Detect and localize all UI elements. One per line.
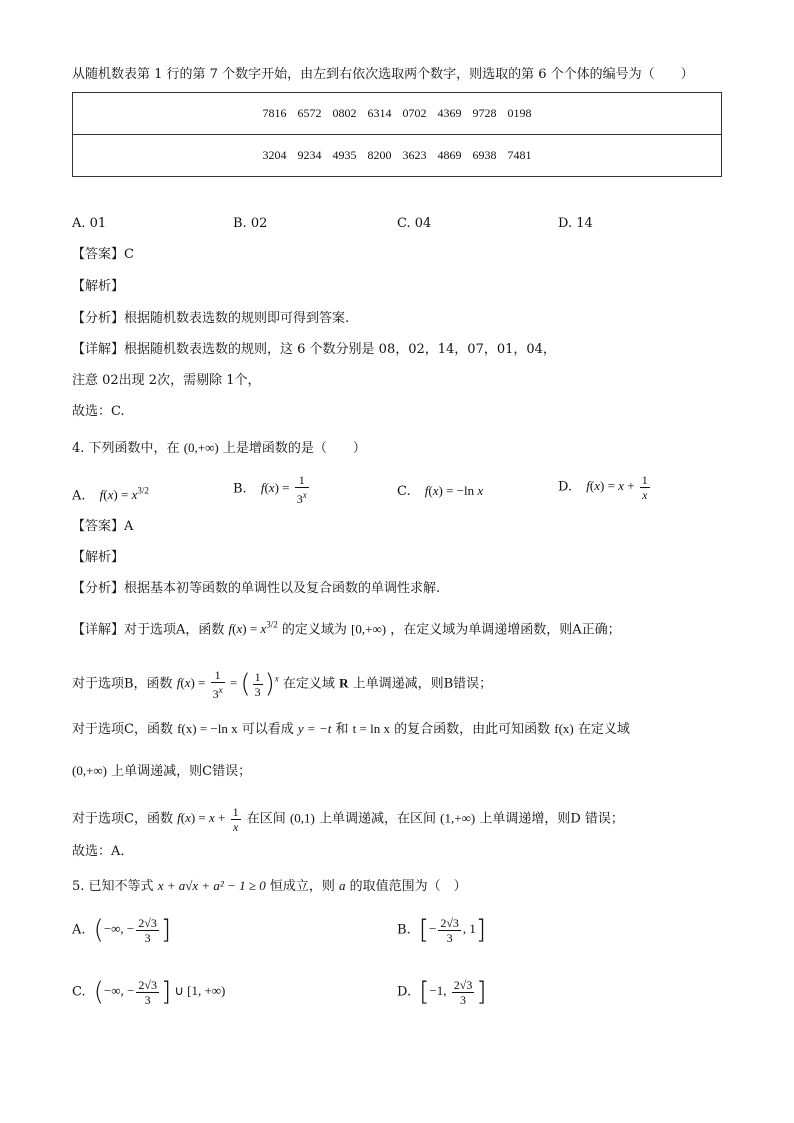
inline-formula: (1,+∞) <box>440 810 476 826</box>
option-label: A. <box>72 922 86 938</box>
inline-formula: a <box>339 878 346 893</box>
q5-option-d <box>397 978 486 1007</box>
q4-option-d-formula: f(x) = x + $\frac{1}{x}$ <box>586 473 648 502</box>
inline-formula: x + a√x + a² − 1 ≥ 0 <box>157 878 266 893</box>
text: 【详解】对于选项A，函数 <box>72 622 225 638</box>
inline-formula: f(x) = x + $\frac{1}{x}$ <box>177 805 239 834</box>
text: 的取值范围为（ ） <box>349 879 467 894</box>
q4-option-c-formula: f(x) = −ln x <box>424 483 484 498</box>
q4-detail-c-cont <box>72 762 251 781</box>
q4-stem <box>72 439 366 458</box>
q4-option-a-formula: $f(x) = x^{3/2}$ <box>99 486 149 503</box>
option-label: B. <box>397 922 411 938</box>
q3-option-c: C. 04 <box>397 216 432 231</box>
text: 在区间 <box>246 811 286 827</box>
text: 上单调递减，则B错误； <box>352 676 493 692</box>
inline-formula: f(x) <box>554 721 574 736</box>
inline-formula: [0,+∞) <box>351 621 387 637</box>
text: ，在定义域为单调递增函数，则A正确； <box>390 622 621 638</box>
q4-answer: 【答案】A <box>72 519 134 534</box>
q5-option-d-formula: [−1, $\frac{2√3}{3}$ ] <box>419 977 487 1008</box>
inline-formula: t = ln x <box>352 721 390 736</box>
q3-detail: 【详解】根据随机数表选数的规则，这 6 个数分别是 08，02，14，07，01，04， <box>72 342 556 357</box>
text: 上单调递增，则D 错误； <box>479 811 624 827</box>
option-label: D. <box>558 479 573 495</box>
q5-option-a <box>72 916 171 945</box>
inline-formula: $f(x) = x^{3/2}$ <box>228 620 278 637</box>
inline-formula: (0,1) <box>289 810 315 826</box>
q4-conclusion: 故选：A． <box>72 844 134 859</box>
q5-option-b <box>397 916 486 945</box>
q5-option-c-formula: (−∞, − $\frac{2√3}{3}$ ] ∪ [1, +∞) <box>93 977 226 1008</box>
q4-detail-b <box>72 668 492 701</box>
text: 上单调递减，在区间 <box>319 811 437 827</box>
text: 上单调递减，则C错误； <box>111 764 252 779</box>
q3-answer: 【答案】C <box>72 247 134 262</box>
q3-option-b: B. 02 <box>233 216 268 231</box>
q3-stem: 从随机数表第 1 行的第 7 个数字开始，由左到右依次选取两个数字，则选取的第 6 个个体的编号为（ ） <box>72 67 694 82</box>
q4-detail-c <box>72 720 630 739</box>
q5-option-c <box>72 978 225 1007</box>
text: 和 <box>335 722 349 737</box>
table-row <box>73 135 722 177</box>
inline-formula: y = −t <box>297 721 332 736</box>
q4-detail-d <box>72 805 624 834</box>
q4-option-b-formula: f(x) = $\frac{1}{3^x}$ <box>260 473 307 506</box>
text: 可以看成 <box>241 722 294 737</box>
q4-option-b <box>233 473 311 506</box>
inline-formula: f(x) = −ln x <box>177 721 238 736</box>
text: 在定义域 <box>282 676 335 692</box>
q3-conclusion: 故选：C. <box>72 404 125 419</box>
q4-stem-text-2: 上是增函数的是（ ） <box>222 441 366 456</box>
random-number-table <box>72 92 722 177</box>
q4-stem-text: 4. 下列函数中，在 <box>72 441 180 456</box>
option-label: D. <box>397 984 412 1000</box>
q4-interval: (0,+∞) <box>183 440 219 455</box>
text: 对于选项C，函数 <box>72 811 173 827</box>
q4-option-d <box>558 473 652 502</box>
table-row <box>73 93 722 135</box>
q3-option-a: A. 01 <box>72 216 107 231</box>
q5-option-a-formula: (−∞, − $\frac{2√3}{3}$ ] <box>93 915 172 946</box>
text: 的定义域为 <box>281 622 347 638</box>
inline-formula: f(x) = $\frac{1}{3^x}$ = ( $\frac{1}{3}$ )$^x$ <box>176 668 279 701</box>
q3-analysis: 【分析】根据随机数表选数的规则即可得到答案. <box>72 311 350 326</box>
q4-analysis-head: 【解析】 <box>72 550 125 565</box>
q4-detail-a <box>72 616 621 639</box>
text: 5. 已知不等式 <box>72 879 154 894</box>
q3-note: 注意 02出现 2次，需剔除 1个， <box>72 373 261 388</box>
option-label: B. <box>233 481 247 497</box>
q5-stem <box>72 877 467 896</box>
text: 在定义域 <box>577 722 630 737</box>
q5-option-b-formula: [− $\frac{2√3}{3}$ , 1] <box>418 915 487 946</box>
option-label: A. <box>72 488 86 504</box>
inline-formula: R <box>339 675 349 691</box>
option-label: C. <box>72 984 86 1000</box>
q4-option-a <box>72 482 149 505</box>
inline-formula: (0,+∞) <box>72 763 108 778</box>
q3-option-d: D. 14 <box>558 216 593 231</box>
text: 对于选项B，函数 <box>72 676 173 692</box>
text: 对于选项C，函数 <box>72 722 173 737</box>
table-cell: 3204 9234 4935 8200 3623 4869 6938 7481 <box>73 135 722 177</box>
option-label: C. <box>397 484 411 499</box>
q3-analysis-head: 【解析】 <box>72 279 125 294</box>
text: 的复合函数，由此可知函数 <box>394 722 551 737</box>
q4-option-c <box>397 482 483 501</box>
text: 恒成立，则 <box>269 879 335 894</box>
q4-analysis: 【分析】根据基本初等函数的单调性以及复合函数的单调性求解. <box>72 581 441 596</box>
table-cell: 7816 6572 0802 6314 0702 4369 9728 0198 <box>73 93 722 135</box>
